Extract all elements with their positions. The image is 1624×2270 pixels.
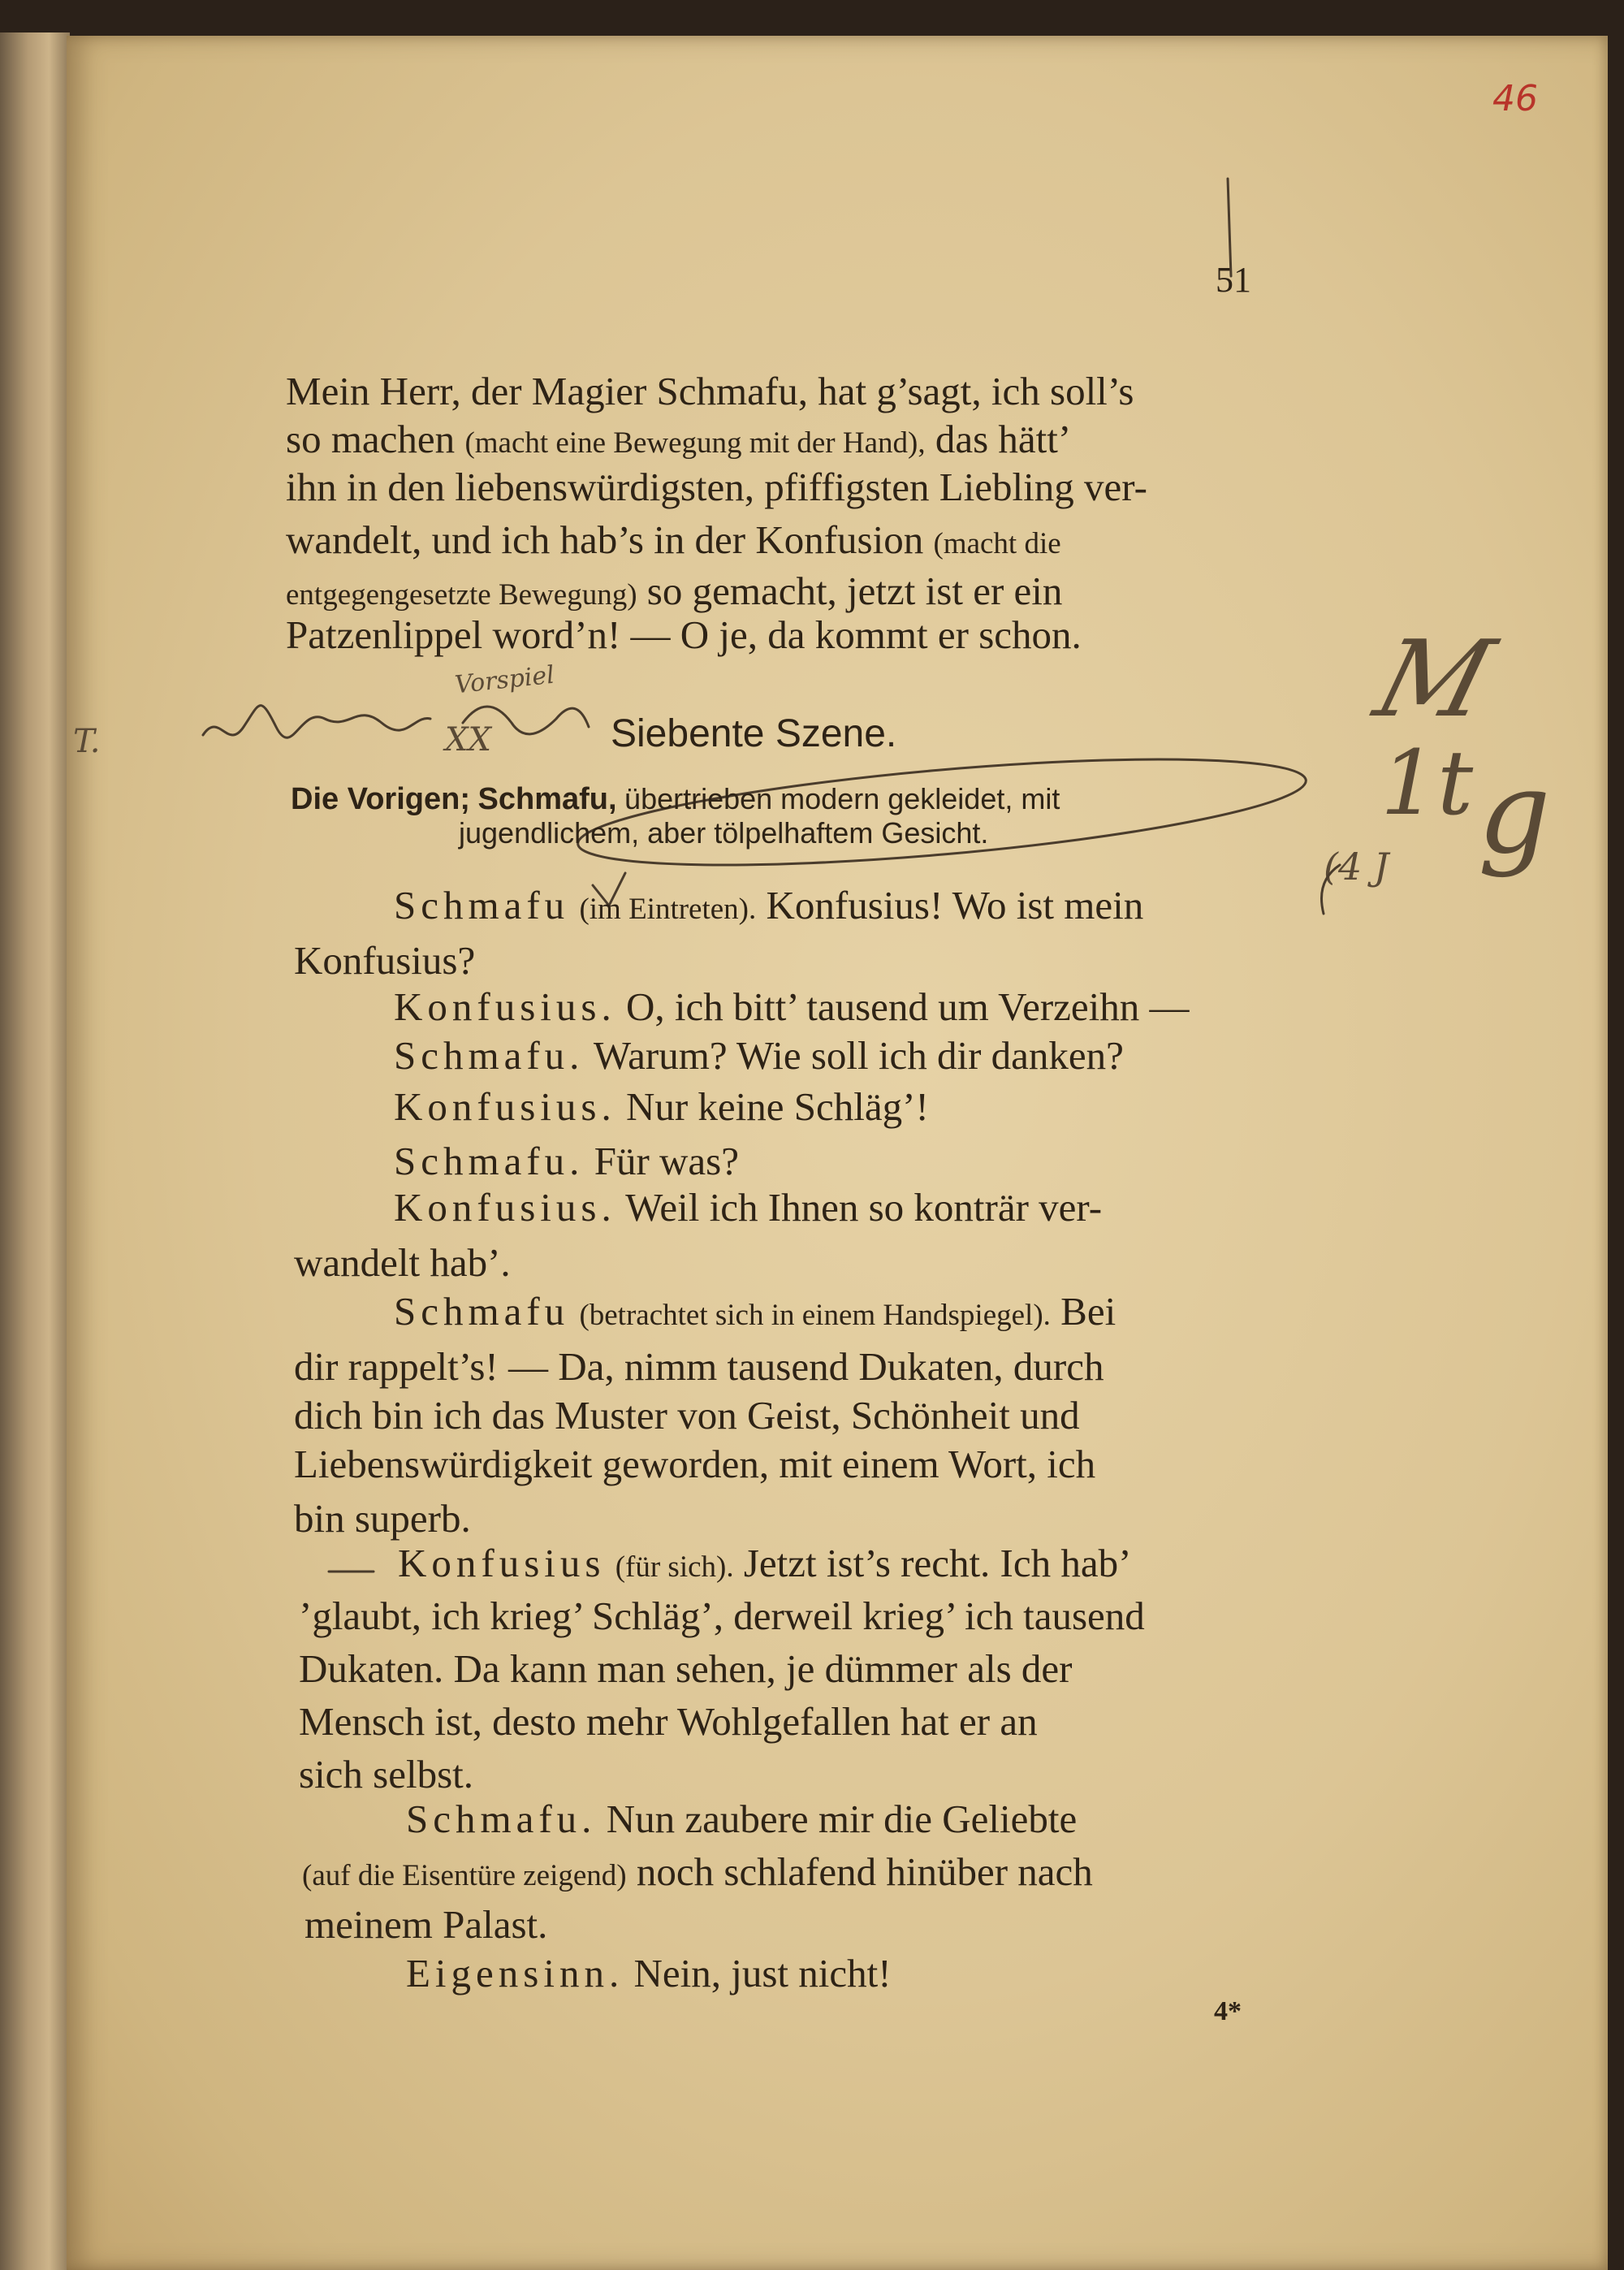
speech: O, ich bitt’ tausend um Verzeihn — xyxy=(625,984,1190,1029)
speaker: Konfusius. xyxy=(394,984,616,1029)
stage-direction: (betrachtet sich in einem Handspiegel). xyxy=(579,1299,1051,1332)
dialogue-line-19 xyxy=(406,1799,1077,1839)
folio-number: 46 xyxy=(1492,78,1538,119)
speech: Warum? Wie soll ich dir danken? xyxy=(593,1033,1124,1078)
dialogue-line-6 xyxy=(394,1141,739,1181)
speaker: Schmafu xyxy=(394,1289,570,1334)
dialogue-line-15: ’glaubt, ich krieg’ Schläg’, derweil krieg’ ich tausend xyxy=(299,1593,1145,1638)
dialogue-line-10: dir rappelt’s! — Da, nimm tausend Dukaten, durch xyxy=(294,1344,1104,1389)
speech: Jetzt ist’s recht. Ich hab’ xyxy=(743,1541,1132,1585)
text-line-4-a: wandelt, und ich hab’s in der Konfusion xyxy=(286,517,924,562)
cast-intro: Die Vorigen; xyxy=(291,782,470,816)
dialogue-line-7 xyxy=(394,1185,1103,1230)
pencil-scrawl-mid xyxy=(463,707,589,734)
handwritten-right-2: 1t xyxy=(1380,731,1474,835)
handwritten-right-4: (4 J xyxy=(1324,845,1389,889)
speaker: Schmafu xyxy=(394,883,570,927)
dialogue-line-9 xyxy=(394,1289,1116,1334)
speech: Nein, just nicht! xyxy=(633,1951,892,1995)
speech: Nur keine Schläg’! xyxy=(625,1084,929,1129)
dialogue-line-3 xyxy=(394,984,1190,1029)
cast-desc-1: übertrieben modern gekleidet, mit xyxy=(624,782,1060,815)
speaker: Schmafu. xyxy=(394,1033,585,1078)
speech: Für was? xyxy=(594,1139,739,1183)
dialogue-line-21: meinem Palast. xyxy=(304,1902,548,1947)
stage-direction: (für sich). xyxy=(615,1550,734,1584)
stage-direction: (macht die xyxy=(933,527,1061,560)
stage-direction: entgegengesetzte Bewegung) xyxy=(286,578,637,612)
text-line-6: Patzenlippel word’n! — O je, da kommt er schon. xyxy=(286,612,1082,657)
dialogue-line-11: dich bin ich das Muster von Geist, Schönheit und xyxy=(294,1393,1080,1438)
text-line-1: Mein Herr, der Magier Schmafu, hat g’sagt, ich soll’s xyxy=(286,369,1134,413)
dialogue-line-1 xyxy=(394,885,1143,925)
dialogue-line-20 xyxy=(302,1849,1093,1894)
dialogue-line-2: Konfusius? xyxy=(294,938,476,983)
speech: Weil ich Ihnen so konträr ver- xyxy=(625,1185,1103,1230)
handwritten-right-1: M xyxy=(1363,617,1505,741)
text-line-5-b: so gemacht, jetzt ist er ein xyxy=(646,569,1063,613)
speech: Konfusius! Wo ist mein xyxy=(766,883,1144,927)
stage-direction: (auf die Eisentüre zeigend) xyxy=(302,1859,627,1892)
handwritten-margin-left: T. xyxy=(73,723,101,760)
speaker: Konfusius xyxy=(398,1541,606,1585)
speaker: Schmafu. xyxy=(394,1139,585,1183)
speaker: Schmafu. xyxy=(406,1797,597,1841)
speech: Bei xyxy=(1060,1289,1116,1334)
speaker: Konfusius. xyxy=(394,1084,616,1129)
stage-direction: (macht eine Bewegung mit der Hand), xyxy=(464,426,926,460)
cast-name: Schmafu, xyxy=(477,782,617,816)
handwritten-bracket-number: XX xyxy=(445,721,491,759)
speaker: Konfusius. xyxy=(394,1185,616,1230)
speaker: Eigensinn. xyxy=(406,1951,624,1995)
dialogue-line-17: Mensch ist, desto mehr Wohlgefallen hat er an xyxy=(299,1699,1038,1744)
stage-direction: (im Eintreten). xyxy=(579,893,757,926)
dialogue-line-22 xyxy=(406,1953,892,1993)
dialogue-line-5 xyxy=(394,1084,929,1129)
cast-line-2: jugendlichem, aber tölpelhaftem Gesicht. xyxy=(459,816,989,850)
dialogue-line-16: Dukaten. Da kann man sehen, je dümmer als der xyxy=(299,1646,1073,1691)
handwritten-right-3: g xyxy=(1478,747,1551,880)
speech: Nun zaubere mir die Geliebte xyxy=(606,1797,1078,1841)
dialogue-line-4 xyxy=(394,1033,1124,1078)
scene-title: Siebente Szene. xyxy=(611,712,897,755)
handwritten-above-title: Vorspiel xyxy=(453,660,556,700)
dialogue-line-8: wandelt hab’. xyxy=(294,1240,511,1285)
text-line-2-a: so machen xyxy=(286,417,456,461)
signature-mark: 4* xyxy=(1214,1996,1242,2026)
pencil-arrow-up xyxy=(1228,179,1231,276)
speech: noch schlafend hinüber nach xyxy=(636,1849,1093,1894)
dialogue-line-18: sich selbst. xyxy=(299,1752,474,1797)
page-number: 51 xyxy=(1216,260,1251,300)
pencil-margin-stroke xyxy=(1322,865,1341,914)
dialogue-line-13: bin superb. xyxy=(294,1496,471,1541)
text-line-3: ihn in den liebenswürdigsten, pfiffigsten Liebling ver- xyxy=(286,465,1147,509)
dialogue-line-12: Liebenswürdigkeit geworden, mit einem Wort, ich xyxy=(294,1442,1096,1486)
text-line-2-b: das hätt’ xyxy=(935,417,1072,461)
pencil-scrawl-left xyxy=(203,706,430,738)
cast-line-1 xyxy=(291,784,1060,815)
dialogue-line-14 xyxy=(398,1543,1131,1583)
